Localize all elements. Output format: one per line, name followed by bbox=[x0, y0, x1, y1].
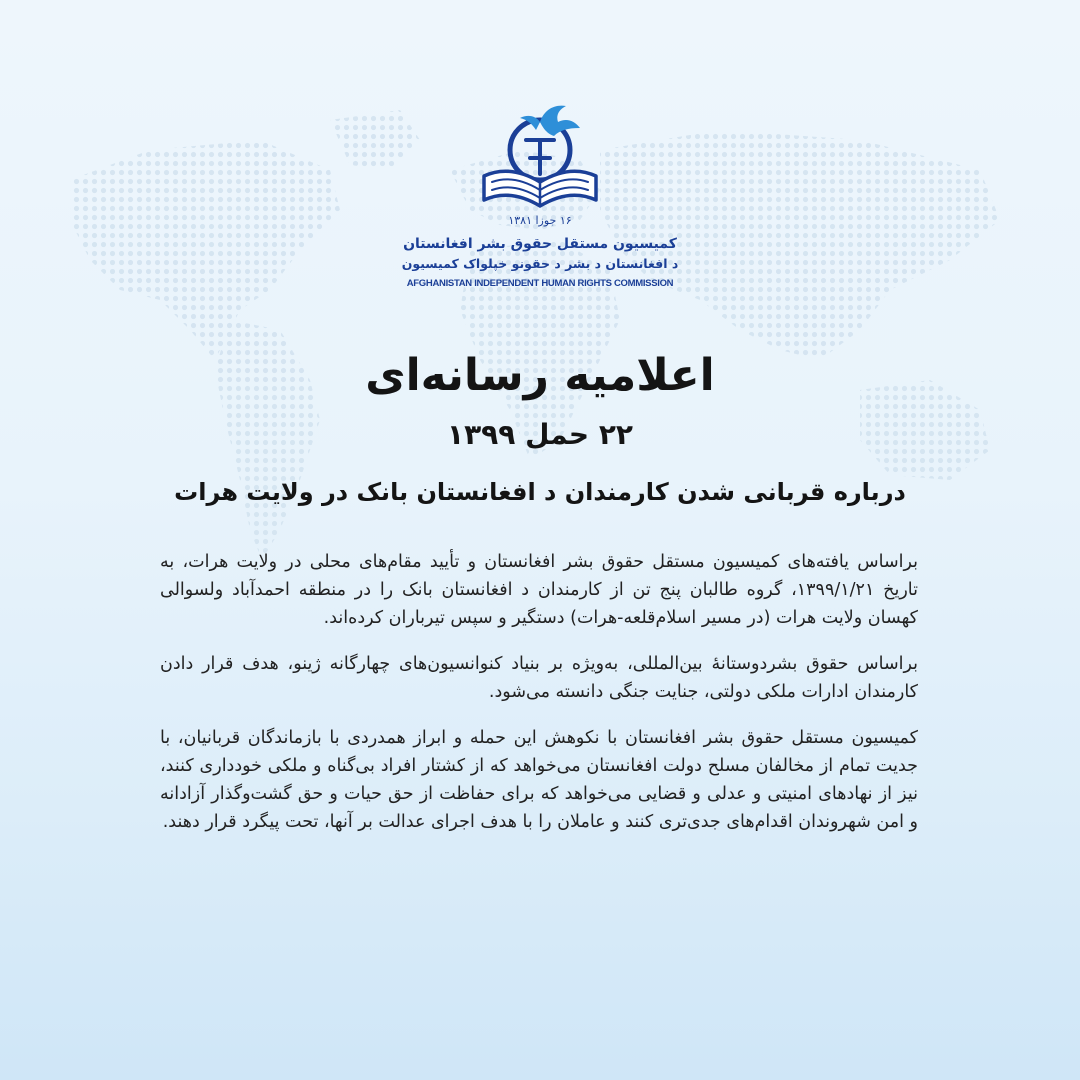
org-name-dari: کمیسیون مستقل حقوق بشر افغانستان bbox=[403, 236, 677, 252]
commission-logo bbox=[390, 100, 690, 300]
release-date: ۲۲ حمل ۱۳۹۹ bbox=[447, 418, 633, 451]
page-title: اعلامیه رسانه‌ای bbox=[365, 350, 715, 401]
release-subtitle: درباره قربانی شدن کارمندان د افغانستان بانک در ولایت هرات bbox=[174, 478, 906, 506]
body-paragraph-2: براساس حقوق بشردوستانهٔ بین‌المللی، به‌ویژه بر بنیاد کنوانسیون‌های چهارگانه ژینو، هدف قرار دادن کارمندان ادارات ملکی دولتی، جنایت جنگی دانسته می‌شود. bbox=[160, 654, 918, 702]
body-paragraph-1: براساس یافته‌های کمیسیون مستقل حقوق بشر افغانستان و تأیید مقام‌های محلی در ولایت هرات، به تاریخ ۱۳۹۹/۱/۲۱، گروه طالبان پنج تن از کارمندان د افغانستان بانک را در منطقه احمدآباد ولسوالی کهسان ولایت هرات (در مسیر اسلام‌قلعه-هرات) دستگیر و سپس تیرباران کرده‌اند. bbox=[160, 552, 918, 628]
founded-date: ۱۶ جوزا ۱۳۸۱ bbox=[508, 214, 572, 227]
release-body bbox=[160, 548, 918, 854]
org-name-english: AFGHANISTAN INDEPENDENT HUMAN RIGHTS COMMISSION bbox=[406, 278, 674, 289]
body-paragraph-3: کمیسیون مستقل حقوق بشر افغانستان با نکوهش این حمله و ابراز همدردی با بازماندگان قربانیان، با جدیت تمام از مخالفان مسلح دولت افغانستان می‌خواهد که از کشتار افراد بی‌گناه و ملکی خودداری کنند، نیز از نهادهای امنیتی و عدلی و قضایی می‌خواهد که برای حفاظت از حق حیات و حق گشت‌وگذار آزادانه و امن شهروندان اقدام‌های جدی‌تری کنند و عاملان را با هدف اجرای عدالت بر آنها، تحت پیگرد قرار دهند. bbox=[160, 728, 918, 832]
org-name-pashto: د افغانستان د بشر د حقونو خپلواک کمیسیون bbox=[401, 256, 679, 271]
dove-book-pen-emblem-icon bbox=[470, 100, 610, 212]
